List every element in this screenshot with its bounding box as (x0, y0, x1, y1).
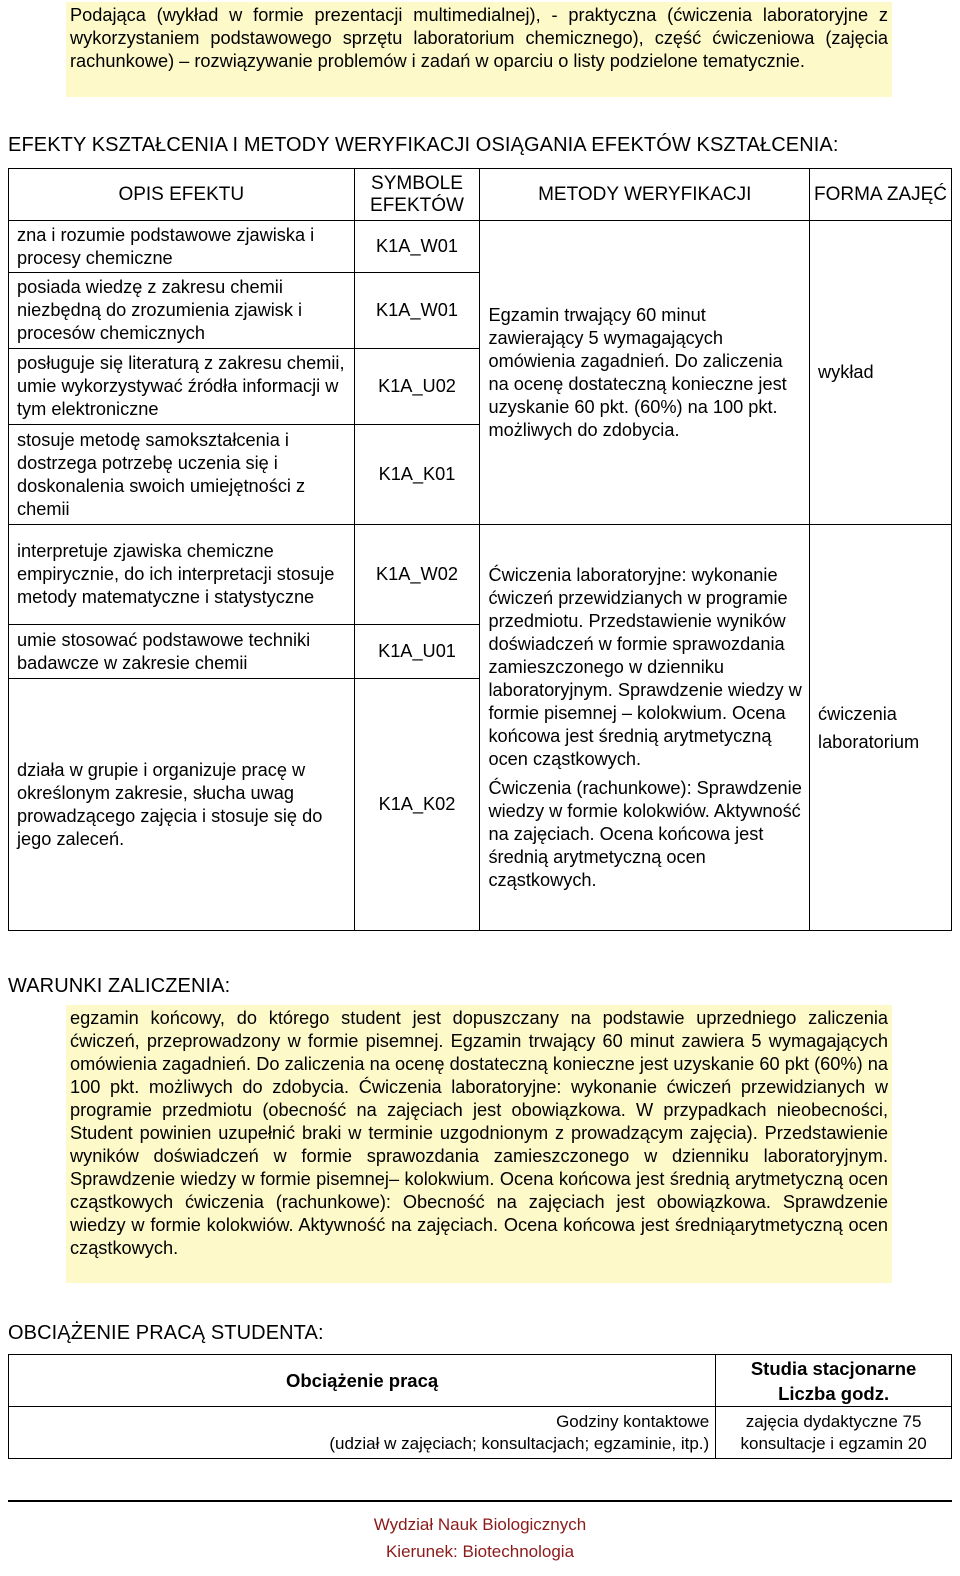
workload-table (8, 1354, 952, 1459)
effects-table (8, 168, 952, 931)
footer-divider (8, 1500, 952, 1502)
verification-method-lecture: Egzamin trwający 60 minut zawierający 5 wymagających omówienia zagadnień. Do zaliczenia na ocenę dostateczną konieczne jest uzyskanie 60 pkt. (60%) na 100 pkt. możliwych do zdobycia. (480, 221, 810, 525)
effect-row (9, 525, 952, 625)
footer-major: Kierunek: Biotechnologia (385, 1542, 575, 1561)
effect-symbol: K1A_K01 (354, 425, 480, 525)
class-form-lab: ćwiczenia laboratorium (810, 525, 952, 931)
effects-header-row (9, 169, 952, 221)
effect-description: posługuje się literaturą z zakresu chemii, umie wykorzystywać źródła informacji w tym elektroniczne (9, 349, 355, 425)
workload-row-left-line1: Godziny kontaktowe (556, 1411, 710, 1431)
workload-row-right-line1: zajęcia dydaktyczne 75 (745, 1411, 922, 1431)
effect-description: działa w grupie i organizuje pracę w określonym zakresie, słucha uwag prowadzącego zajęcia i stosuje się do jego zaleceń. (9, 679, 355, 931)
workload-row (9, 1407, 952, 1459)
workload-row-right (716, 1407, 952, 1459)
header-metody: METODY WERYFIKACJI (480, 169, 810, 221)
effect-symbol: K1A_W01 (354, 221, 480, 273)
effect-description: stosuje metodę samokształcenia i dostrzega potrzebę uczenia się i doskonalenia swoich umiejętności z chemii (9, 425, 355, 525)
effect-description: umie stosować podstawowe techniki badawcze w zakresie chemii (9, 625, 355, 679)
workload-header-right (716, 1355, 952, 1407)
conditions-text: egzamin końcowy, do którego student jest dopuszczany na podstawie uprzedniego zaliczenia ćwiczeń, przeprowadzony w formie pisemnej. Egzamin trwający 60 minut zawiera 5 wymagających omówienia zagadnień. Do zaliczenia na ocenę dostateczną konieczne jest uzyskanie 60 pkt (60%) na 100 pkt. możliwych do zdobycia. Ćwiczenia laboratoryjne: wykonanie ćwiczeń przewidzianych w programie przedmiotu (obecność na zajęciach jest obowiązkowa. W przypadkach nieobecności, Student powinien uzupełnić braki w terminie uzgodnionym z prowadzącym zajęcia). Przedstawienie wyników doświadczeń w formie sprawozdania zamieszczonego w dzienniku laboratoryjnym. Sprawdzenie wiedzy w formie pisemnej– kolokwium. Ocena końcowa jest średnią arytmetyczną ocen cząstkowych ćwiczenia (rachunkowe): Obecność na zajęciach jest obowiązkowa. Sprawdzenie wiedzy w formie kolokwiów. Aktywność na zajęciach. Ocena końcowa jest średniąarytmetyczną ocen cząstkowych. (66, 1005, 892, 1283)
header-symbole: SYMBOLE EFEKTÓW (354, 169, 480, 221)
verification-method-calc-text: Ćwiczenia (rachunkowe): Sprawdzenie wiedzy w formie kolokwiów. Aktywność na zajęciach. Ocena końcowa jest średnią arytmetyczną ocen cząstkowych. (488, 777, 802, 890)
workload-row-left (9, 1407, 716, 1459)
effect-description: posiada wiedzę z zakresu chemii niezbędną do zrozumienia zjawisk i procesów chemicznych (9, 273, 355, 349)
effects-heading: EFEKTY KSZTAŁCENIA I METODY WERYFIKACJI OSIĄGANIA EFEKTÓW KSZTAŁCENIA: (8, 134, 839, 156)
class-form-lecture: wykład (810, 221, 952, 525)
workload-header-left: Obciążenie pracą (9, 1355, 716, 1407)
verification-method-lab (480, 525, 810, 931)
footer-faculty: Wydział Nauk Biologicznych (373, 1515, 587, 1534)
intro-paragraph: Podająca (wykład w formie prezentacji multimedialnej), - praktyczna (ćwiczenia laboratoryjne z wykorzystaniem podstawowego sprzętu laboratorium chemicznego), część ćwiczeniowa (zajęcia rachunkowe) – rozwiązywanie problemów i zadań w oparciu o listy podzielone tematycznie. (66, 2, 892, 97)
workload-row-left-line2: (udział w zajęciach; konsultacjach; egzaminie, itp.) (329, 1433, 710, 1453)
conditions-heading: WARUNKI ZALICZENIA: (8, 975, 231, 997)
effect-symbol: K1A_W01 (354, 273, 480, 349)
effect-symbol: K1A_U02 (354, 349, 480, 425)
effect-symbol: K1A_U01 (354, 625, 480, 679)
workload-header-row (9, 1355, 952, 1407)
effect-row (9, 221, 952, 273)
header-opis: OPIS EFEKTU (9, 169, 355, 221)
workload-header-right-line1: Studia stacjonarne (750, 1357, 917, 1379)
workload-header-right-line2: Liczba godz. (778, 1382, 890, 1404)
effect-description: interpretuje zjawiska chemiczne empirycznie, do ich interpretacji stosuje metody matematyczne i statystyczne (9, 525, 355, 625)
effect-symbol: K1A_W02 (354, 525, 480, 625)
header-forma: FORMA ZAJĘĆ (810, 169, 952, 221)
effect-symbol: K1A_K02 (354, 679, 480, 931)
workload-heading: OBCIĄŻENIE PRACĄ STUDENTA: (8, 1322, 324, 1344)
effect-description: zna i rozumie podstawowe zjawiska i procesy chemiczne (9, 221, 355, 273)
verification-method-lab-text: Ćwiczenia laboratoryjne: wykonanie ćwiczeń przewidzianych w programie przedmiotu. Przedstawienie wyników doświadczeń w formie sprawozdania zamieszczonego w dzienniku laboratoryjnym. Sprawdzenie wiedzy w formie pisemnej – kolokwium. Ocena końcowa jest średnią arytmetyczną ocen cząstkowych. (488, 564, 802, 769)
workload-row-right-line2: konsultacje i egzamin 20 (740, 1433, 927, 1453)
